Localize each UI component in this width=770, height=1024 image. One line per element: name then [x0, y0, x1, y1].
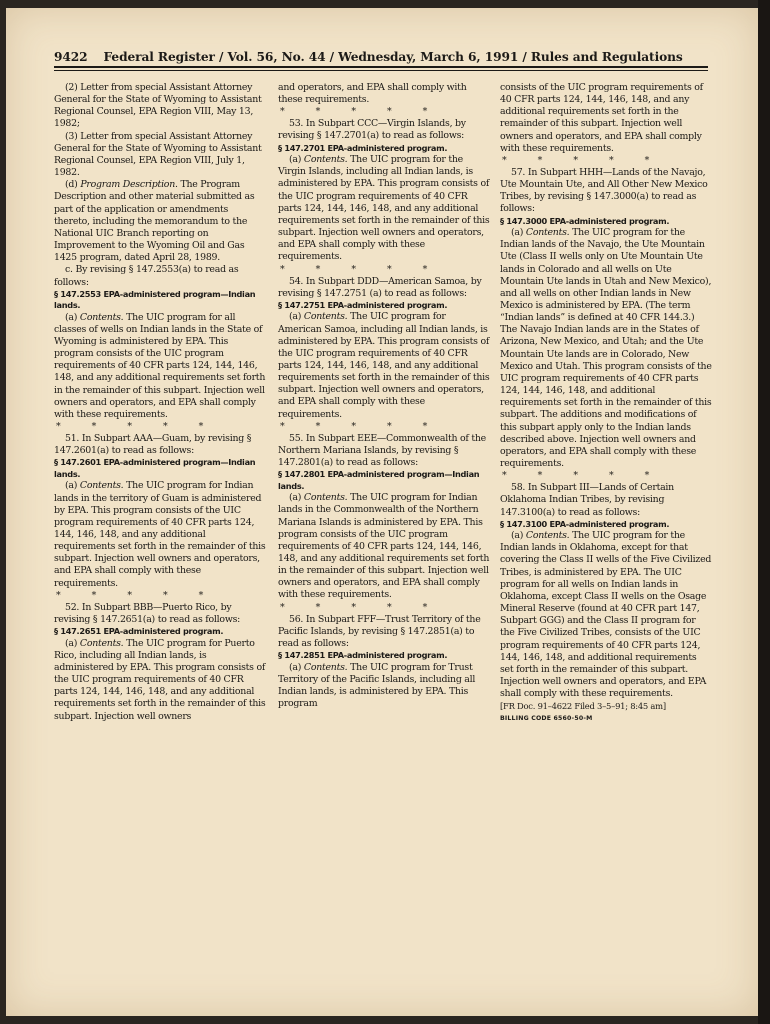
omission-stars: * * * * * — [502, 470, 664, 482]
para-label: (a) — [289, 661, 302, 673]
fr-doc-citation: [FR Doc. 91–4622 Filed 3–5–91; 8:45 am] — [500, 701, 666, 712]
column-2 — [278, 82, 490, 710]
paragraph — [54, 480, 266, 589]
para-heading: Contents. — [525, 530, 570, 542]
section-heading: § 147.2751 EPA-administered program. — [278, 299, 448, 310]
paragraph — [278, 311, 490, 420]
para-heading: Contents. — [303, 311, 348, 323]
billing-code: BILLING CODE 6560-50-M — [500, 714, 593, 722]
paragraph: consists of the UIC program requirements of 40 CFR parts 124, 144, 146, 148, and any additional requirements set forth in the remainder of this subpart. Injection well owners and operators, and EPA shall comply with these requirements. — [500, 82, 703, 154]
amendment-instruction: 54. In Subpart DDD—American Samoa, by revising § 147.2751 (a) to read as follows: — [278, 275, 482, 299]
section-heading: § 147.2553 EPA-administered program—Indian lands. — [54, 288, 256, 311]
omission-stars: * * * * * — [280, 420, 442, 432]
paragraph: (2) Letter from special Assistant Attorney General for the State of Wyoming to Assistant Regional Counsel, EPA Region VIII, May 13, 1982; — [54, 82, 262, 130]
paragraph — [278, 154, 490, 263]
running-header — [54, 50, 714, 64]
para-text: The UIC program for Trust Territory of the Pacific Islands, including all Indian lands, is administered by EPA. This program — [278, 661, 476, 710]
para-text: The UIC program for all classes of wells on Indian lands in the State of Wyoming is administered by EPA. This program consists of the UIC program requirements of 40 CFR parts 124, 144, 146, 148, and any additional requirements set forth in the remainder of this subpart. Injection well owners and operators, and EPA shall comply with these requirements. — [54, 311, 266, 420]
para-label: (a) — [65, 311, 78, 323]
amendment-instruction: 55. In Subpart EEE—Commonwealth of the Northern Mariana Islands, by revising § 147.2801(a) to read as follows: — [278, 432, 486, 469]
column-1 — [54, 82, 266, 723]
amendment-instruction: c. By revising § 147.2553(a) to read as follows: — [54, 264, 239, 288]
header-title: Federal Register / Vol. 56, No. 44 / Wednesday, March 6, 1991 / Rules and Regulations — [103, 50, 683, 64]
omission-stars: * * * * * — [280, 263, 442, 275]
column-3 — [500, 82, 712, 725]
section-heading: § 147.3100 EPA-administered program. — [500, 518, 670, 529]
para-label: (a) — [289, 154, 302, 166]
para-label: (a) — [289, 311, 302, 323]
paragraph — [278, 492, 490, 601]
para-text: The UIC program for Puerto Rico, including all Indian lands, is administered by EPA. This program consists of the UIC program requirements of 40 CFR parts 124, 144, 146, 148, and any additional requirements set forth in the remainder of this subpart. Injection well owners — [54, 637, 266, 722]
amendment-instruction: 52. In Subpart BBB—Puerto Rico, by revising § 147.2651(a) to read as follows: — [54, 601, 241, 625]
omission-stars: * * * * * — [56, 589, 218, 601]
paragraph — [278, 662, 490, 711]
omission-stars: * * * * * — [280, 601, 442, 613]
page-number: 9422 — [54, 50, 88, 64]
para-label: (a) — [511, 530, 524, 542]
para-heading: Program Description. — [80, 179, 178, 191]
para-text: The UIC program for Indian lands in the Commonwealth of the Northern Mariana Islands is administered by EPA. This program consists of the UIC program requirements of 40 CFR parts 124, 144, 146, 148, and any additional requirements set forth in the remainder of this subpart. Injection well owners and operators, and EPA shall comply with these requirements. — [278, 492, 490, 601]
section-heading: § 147.2851 EPA-administered program. — [278, 650, 448, 661]
para-text: The UIC program for American Samoa, including all Indian lands, is administered by EPA. This program consists of the UIC program requirements of 40 CFR parts 124, 144, 146, 148, and any additional requirements set forth in the remainder of this subpart. Injection well owners and operators, and EPA shall comply with these requirements. — [278, 311, 490, 420]
para-heading: Contents. — [525, 227, 570, 239]
paragraph — [54, 638, 266, 723]
header-rule — [54, 66, 708, 68]
para-label: (d) — [65, 179, 78, 191]
section-heading: § 147.2701 EPA-administered program. — [278, 142, 448, 153]
para-text: The Program Description and other material submitted as part of the application or amendments thereto, including the memorandum to the National UIC Branch reporting on Improvement to the Wyoming Oil and Gas 1425 program, dated April 28, 1989. — [54, 179, 255, 264]
omission-stars: * * * * * — [56, 421, 218, 433]
para-label: (a) — [289, 492, 302, 504]
para-text: The UIC program for the Virgin Islands, including all Indian lands, is administered by EPA. This program consists of the UIC program requirements of 40 CFR parts 124, 144, 146, 148, and any additional requirements set forth in the remainder of this subpart. Injection well owners and operators, and EPA shall comply with these requirements. — [278, 154, 490, 263]
paragraph — [54, 312, 266, 421]
amendment-instruction: 58. In Subpart III—Lands of Certain Oklahoma Indian Tribes, by revising 147.3100(a) to read as follows: — [500, 482, 674, 518]
paragraph — [500, 530, 712, 700]
omission-stars: * * * * * — [502, 154, 664, 166]
para-heading: Contents. — [79, 637, 124, 649]
para-label: (a) — [65, 480, 78, 492]
section-heading: § 147.2601 EPA-administered program—Indian lands. — [54, 457, 256, 479]
para-heading: Contents. — [303, 154, 348, 166]
omission-stars: * * * * * — [280, 106, 442, 118]
para-label: (a) — [65, 637, 78, 649]
amendment-instruction: 53. In Subpart CCC—Virgin Islands, by revising § 147.2701(a) to read as follows: — [278, 118, 466, 142]
section-heading: § 147.3000 EPA-administered program. — [500, 215, 670, 226]
header-rule-thin — [54, 70, 708, 71]
page-edge — [758, 0, 770, 1024]
paragraph — [54, 179, 266, 264]
paragraph — [500, 227, 712, 470]
section-heading: § 147.2651 EPA-administered program. — [54, 626, 224, 637]
para-heading: Contents. — [79, 480, 124, 492]
amendment-instruction: 56. In Subpart FFF—Trust Territory of the Pacific Islands, by revising § 147.2851(a) to read as follows: — [278, 613, 481, 649]
para-text: The UIC program for the Indian lands of the Navajo, the Ute Mountain Ute (Class II wells only on Ute Mountain Ute lands in Colorado and all wells on Ute Mountain Ute lands in Utah and New Mexico), and all wells on other Indian lands in New Mexico is administered by EPA. (The term “Indian lands” is defined at 40 CFR 144.3.) The Navajo Indian lands are in the States of Arizona, New Mexico, and Utah; and the Ute Mountain Ute lands are in Colorado, New Mexico and Utah. This program consists of the UIC program requirements of 40 CFR parts 124, 144, 146, 148, and additional requirements set forth in the remainder of this subpart. The additions and modifications of this subpart apply only to the Indian lands described above. Injection well owners and operators, and EPA shall comply with these requirements. — [500, 227, 712, 470]
amendment-instruction: 51. In Subpart AAA—Guam, by revising § 147.2601(a) to read as follows: — [54, 433, 252, 457]
para-heading: Contents. — [303, 661, 348, 673]
para-heading: Contents. — [79, 311, 124, 323]
paragraph: (3) Letter from special Assistant Attorney General for the State of Wyoming to Assistant Regional Counsel, EPA Region VIII, July 1, 1982. — [54, 130, 262, 179]
paragraph: and operators, and EPA shall comply with these requirements. — [278, 82, 467, 106]
para-text: The UIC program for Indian lands in the territory of Guam is administered by EPA. This program consists of the UIC program requirements of 40 CFR parts 124, 144, 146, 148, and any additional requirements set forth in the remainder of this subpart. Injection well owners and operators, and EPA shall comply with these requirements. — [54, 480, 266, 589]
section-heading: § 147.2801 EPA-administered program—Indian lands. — [278, 469, 480, 491]
amendment-instruction: 57. In Subpart HHH—Lands of the Navajo, Ute Mountain Ute, and All Other New Mexico Tribes, by revising § 147.3000(a) to read as follows: — [500, 166, 708, 215]
para-label: (a) — [511, 227, 524, 239]
para-text: The UIC program for the Indian lands in Oklahoma, except for that covering the Class II wells of the Five Civilized Tribes, is administered by EPA. The UIC program for all wells on Indian lands in Oklahoma, except Class II wells on the Osage Mineral Reserve (found at 40 CFR part 147, Subpart GGG) and the Class II program for the Five Civilized Tribes, consists of the UIC program requirements of 40 CFR parts 124, 144, 146, 148, and additional requirements set forth in the remainder of this subpart. Injection well owners and operators, and EPA shall comply with these requirements. — [500, 530, 712, 700]
para-heading: Contents. — [303, 492, 348, 504]
